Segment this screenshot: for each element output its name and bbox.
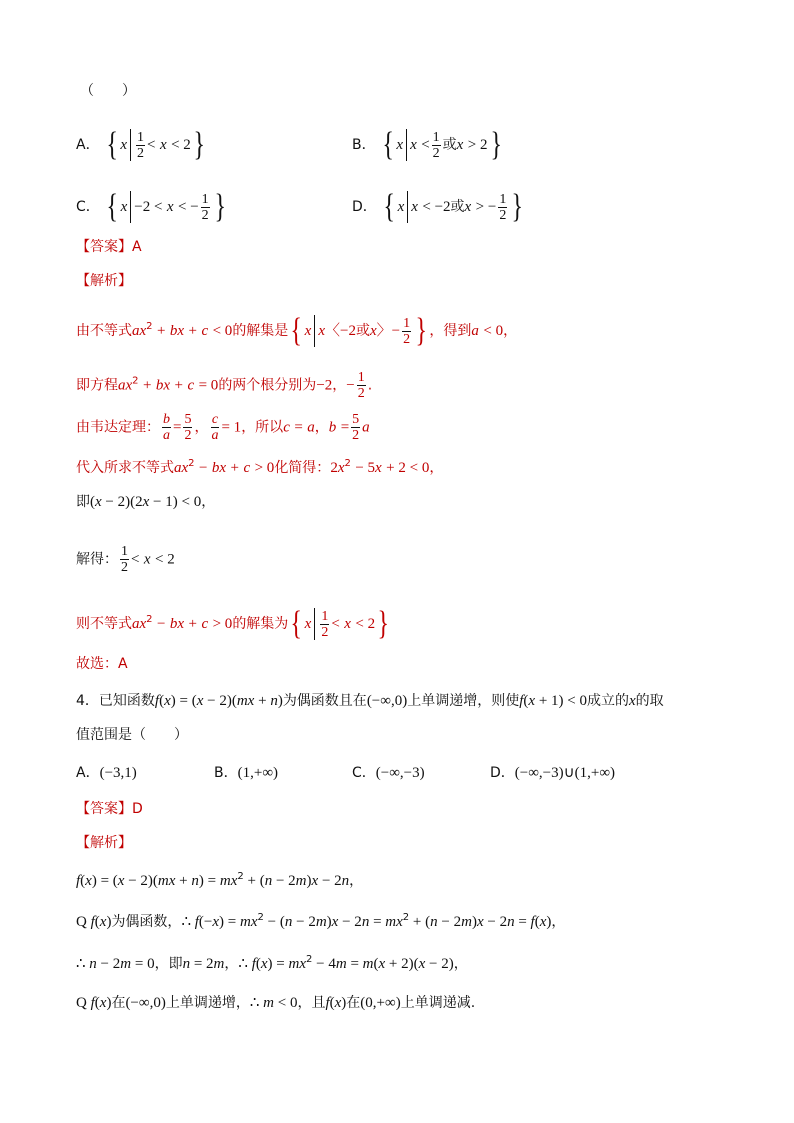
q3-analysis-line-4: 代入所求不等式$ax^2$ − bx + c > 0化简得：$2x^2 - 5x + 2 < 0$， [76,458,444,476]
q3-answer: 【答案】A [76,239,142,255]
q3-option-b[interactable]: B． { x x < $\frac{1}{2}$ 或x > 2} [352,126,502,163]
q3-analysis-line-2: 即方程$ax^2$ + bx + c = 0的两个根分别为−2，− $\frac{1}{2}$ . [76,370,373,401]
q4-analysis-line-2: Q f(x)为偶函数，∴ $f(-x) = mx^2 - (n - 2m)x - 2n = mx^2 + (n - 2m)x - 2n = f(x)$， [76,912,566,930]
q4-number: 4． [76,693,99,709]
q3-analysis-line-1: 由不等式$ax^2$ + bx + c < 0的解集是{ x x〈−2或x〉− $\frac{1}{2}$ } ，得到a < 0， [76,312,518,349]
q4-option-d[interactable]: D．(−∞,−3)∪(1,+∞) [490,765,616,781]
q3-option-b-label: B． [352,137,376,153]
q4-option-a[interactable]: A．(−3,1) [76,765,137,781]
q3-analysis-line-7: 则不等式$ax^2$ − bx + c > 0的解集为{ x $\frac{1}{2}$ < x < 2} [76,605,389,642]
q3-analysis-line-3: 由韦达定理： $\frac{b}{a}$ = $\frac{5}{2}$ ， $\frac{c}{a}$ = 1，所以c = a，b = $\frac{5}{2}$ a [76,412,370,443]
q3-conclusion: 故选：A [76,656,128,672]
q4-analysis-line-1: $f(x) = (x - 2)(mx + n) = mx^2 + (n - 2m)x - 2n$， [76,871,364,889]
q4-analysis-label: 【解析】 [76,835,132,851]
q3-paren: （ ） [80,83,136,99]
q3-analysis-line-6: 解得： $\frac{1}{2}$ < x < 2 [76,544,175,575]
q3-option-c[interactable]: C． { x −2 < x < − $\frac{1}{2}$ } [76,188,226,225]
q3-option-d[interactable]: D． { x x < −2或x > − $\frac{1}{2}$ } [352,188,524,225]
q3-analysis-label: 【解析】 [76,273,132,289]
q4-analysis-line-4: Q f(x)在(−∞,0)上单调递增，∴ m < 0，且f(x)在(0,+∞)上单调递减. [76,995,476,1011]
q4-option-c[interactable]: C．(−∞,−3) [352,765,425,781]
q4-option-b[interactable]: B．(1,+∞) [214,765,279,781]
q3-option-a[interactable]: A． { x $\frac{1}{2}$ < x < 2} [76,126,205,163]
q4-analysis-line-3: ∴ n − 2m = 0，即n = 2m，∴ $f(x) = mx^2 - 4m = m(x + 2)(x - 2)$， [76,954,468,972]
q4-answer: 【答案】D [76,801,143,817]
q3-analysis-line-5: 即(x − 2)(2x − 1) < 0， [76,494,216,510]
q3-option-c-label: C． [76,199,100,215]
q3-option-d-label: D． [352,199,377,215]
q3-option-a-label: A． [76,137,100,153]
q4-stem-line-1: 4．已知函数f(x) = (x − 2)(mx + n)为偶函数且在(−∞,0)上单调递增，则使f(x + 1) < 0成立的x的取 [76,693,664,709]
q4-stem-line-2: 值范围是（ ） [76,727,188,743]
